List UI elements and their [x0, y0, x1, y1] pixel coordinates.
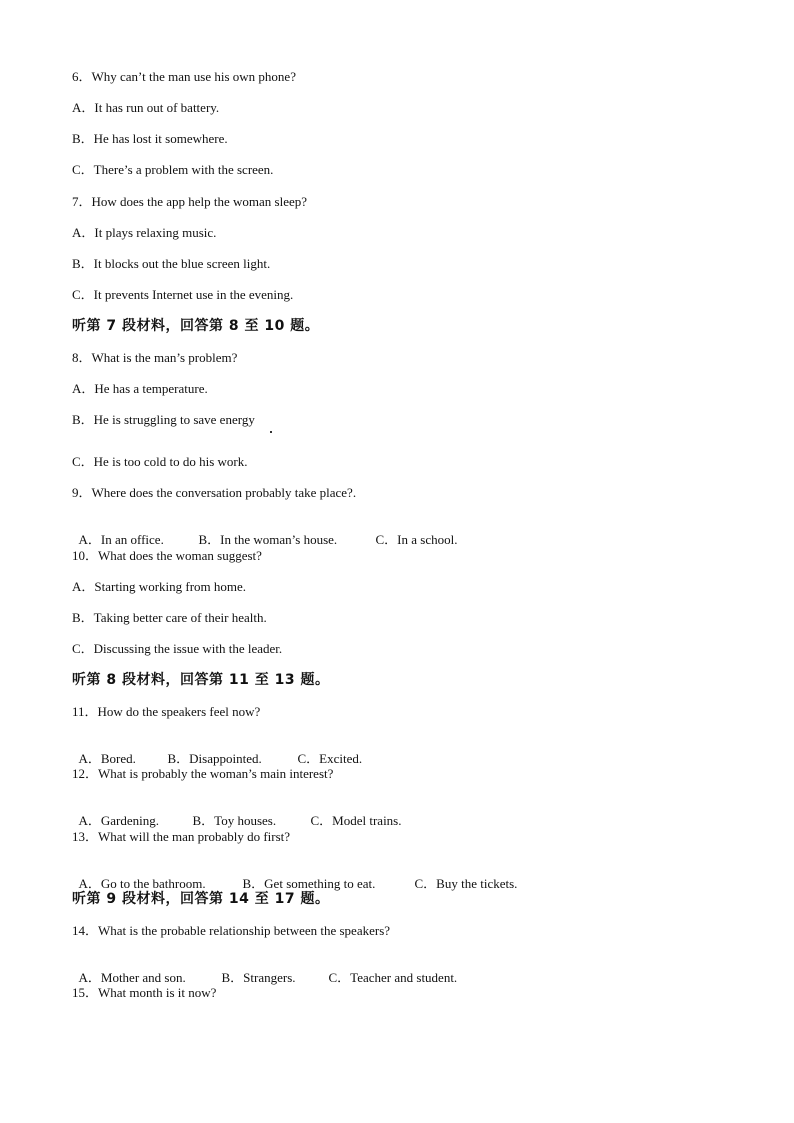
question-15-stem: 15．What month is it now? — [72, 985, 217, 1000]
question-13-stem: 13．What will the man probably do first? — [72, 829, 291, 844]
question-14-option-b: B．Strangers. — [221, 970, 296, 985]
question-7-option-b: B．It blocks out the blue screen light. — [72, 256, 271, 271]
question-9-option-b: B．In the woman’s house. — [198, 532, 338, 547]
section-8-heading: 听第 8 段材料，回答第 11 至 13 题。 — [72, 672, 330, 688]
question-8-option-b: B．He is struggling to save energy — [72, 412, 255, 427]
question-10-option-c: C．Discussing the issue with the leader. — [72, 641, 283, 656]
question-10-option-a: A．Starting working from home. — [72, 579, 247, 594]
question-14-option-a: A．Mother and son. — [78, 970, 186, 985]
question-6-option-b: B．He has lost it somewhere. — [72, 131, 228, 146]
question-14-option-c: C．Teacher and student. — [328, 970, 458, 985]
question-14-options — [72, 954, 457, 986]
question-14-stem: 14．What is the probable relationship between the speakers? — [72, 923, 391, 938]
question-7-stem: 7．How does the app help the woman sleep? — [72, 194, 308, 209]
question-12-option-a: A．Gardening. — [78, 813, 160, 828]
question-13-option-c: C．Buy the tickets. — [414, 876, 518, 891]
question-8-option-c: C．He is too cold to do his work. — [72, 454, 248, 469]
question-11-options — [72, 735, 362, 767]
question-9-option-c: C．In a school. — [375, 532, 458, 547]
question-7-option-c: C．It prevents Internet use in the evening. — [72, 287, 294, 302]
question-13-options — [72, 860, 517, 892]
question-12-stem: 12．What is probably the woman’s main interest? — [72, 766, 334, 781]
section-9-heading: 听第 9 段材料，回答第 14 至 17 题。 — [72, 891, 330, 907]
question-6-option-a: A．It has run out of battery. — [72, 100, 220, 115]
question-10-stem: 10．What does the woman suggest? — [72, 548, 262, 563]
question-11-option-c: C．Excited. — [297, 751, 363, 766]
question-9-stem: 9．Where does the conversation probably take place?. — [72, 485, 357, 500]
question-10-option-b: B．Taking better care of their health. — [72, 610, 267, 625]
question-11-option-a: A．Bored. — [78, 751, 136, 766]
question-12-option-c: C．Model trains. — [310, 813, 402, 828]
question-12-option-b: B．Toy houses. — [192, 813, 277, 828]
question-6-option-c: C．There’s a problem with the screen. — [72, 162, 274, 177]
question-7-option-a: A．It plays relaxing music. — [72, 225, 217, 240]
question-11-stem: 11．How do the speakers feel now? — [72, 704, 261, 719]
stray-dot-mark — [270, 431, 272, 433]
question-9-option-a: A．In an office. — [78, 532, 164, 547]
question-12-options — [72, 797, 402, 829]
question-8-option-a: A．He has a temperature. — [72, 381, 208, 396]
question-11-option-b: B．Disappointed. — [167, 751, 262, 766]
question-13-option-a: A．Go to the bathroom. — [78, 876, 206, 891]
question-8-stem: 8．What is the man’s problem? — [72, 350, 238, 365]
question-6-stem: 6．Why can’t the man use his own phone? — [72, 69, 296, 84]
section-7-heading: 听第 7 段材料，回答第 8 至 10 题。 — [72, 318, 320, 334]
question-13-option-b: B．Get something to eat. — [242, 876, 376, 891]
question-9-options — [72, 516, 457, 548]
